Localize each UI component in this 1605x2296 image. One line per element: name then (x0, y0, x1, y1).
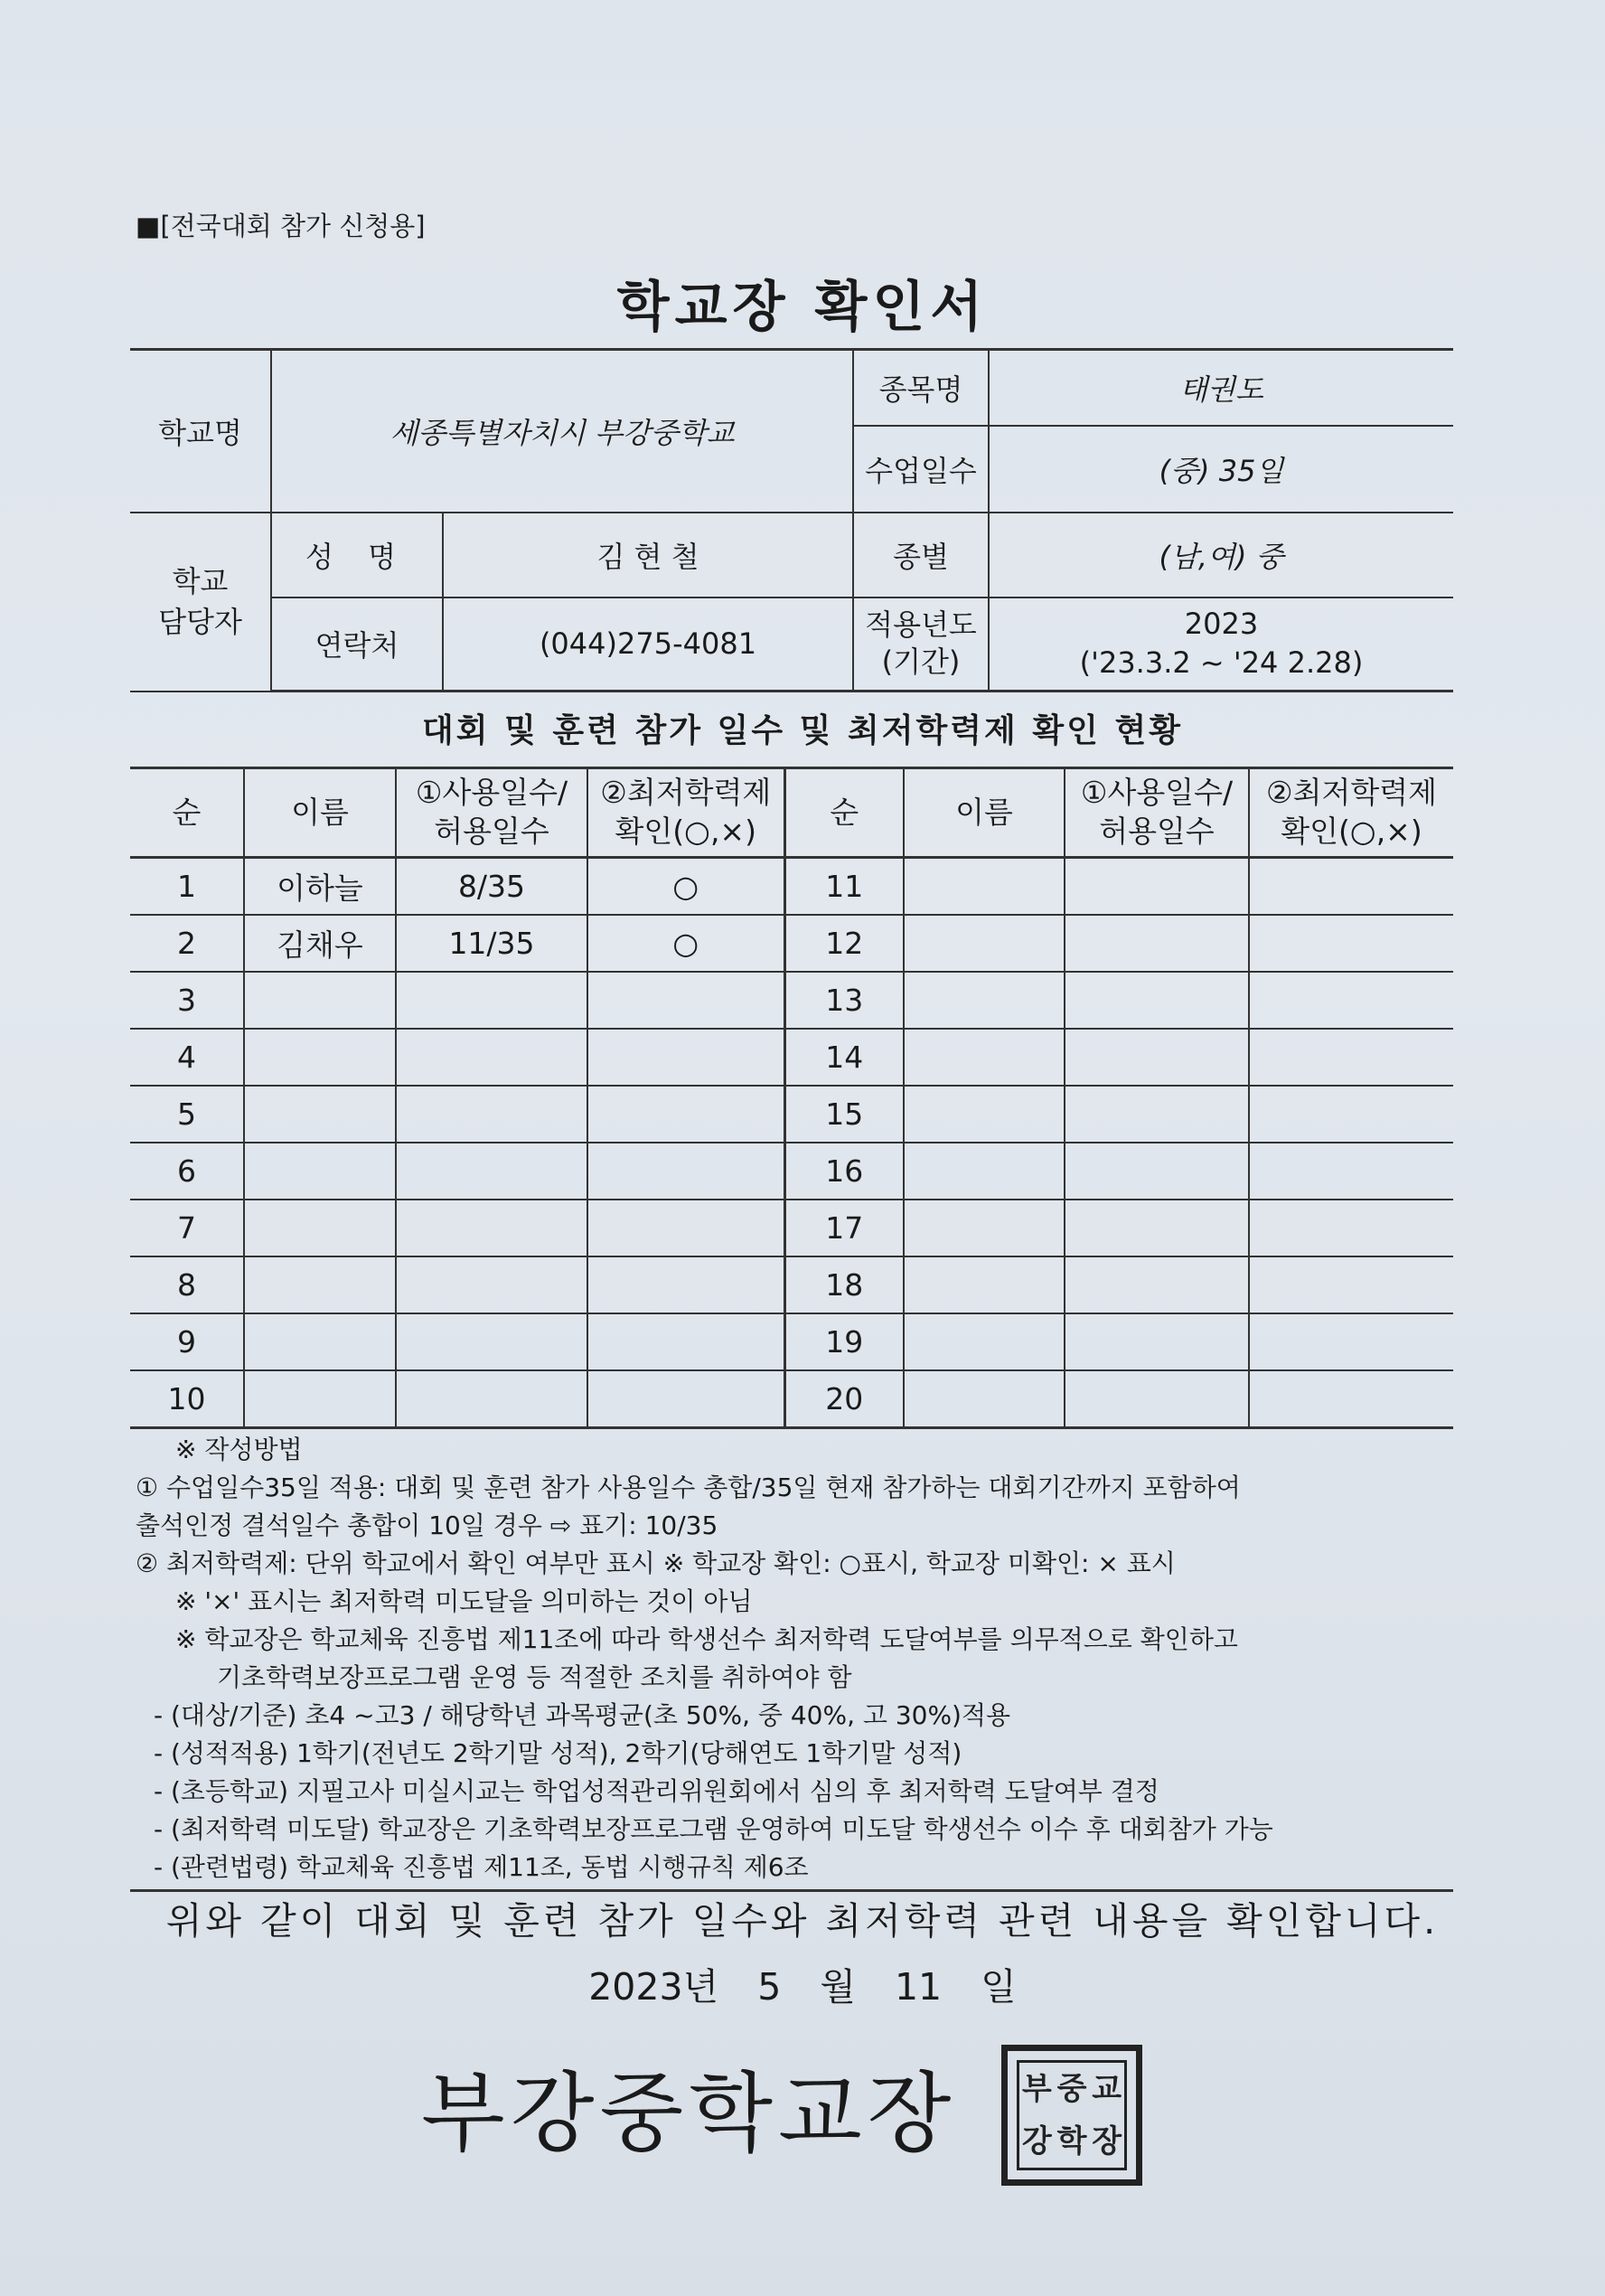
instructions (136, 1431, 1464, 1887)
note-item: ② 최저학력제: 단위 학교에서 확인 여부만 표시 ※ 학교장 확인: ○표시, 학교장 미확인: × 표시 (136, 1548, 1176, 1578)
used-days (1065, 1029, 1249, 1086)
min-academic-check (1249, 1200, 1453, 1256)
header-name: 이름 (904, 768, 1065, 858)
days-value: (중) 35일 (989, 426, 1453, 513)
note-item: ① 수업일수35일 적용: 대회 및 훈련 참가 사용일수 총합/35일 현재 참가하는 대회기간까지 포함하여 (136, 1473, 1241, 1502)
year-value: 2023 (1184, 607, 1259, 642)
year-label: 적용년도 (기간) (853, 598, 989, 692)
school-info-table (130, 348, 1453, 692)
min-academic-check (587, 1143, 784, 1200)
table-row (130, 972, 1453, 1029)
contact-label: 연락처 (271, 598, 443, 692)
table-row (130, 1313, 1453, 1370)
used-days (396, 1086, 587, 1143)
student-name (244, 1370, 396, 1428)
official-seal: 부 중 교 강 학 장 (1001, 2045, 1142, 2186)
used-days: 8/35 (396, 858, 587, 916)
row-number: 13 (784, 972, 904, 1029)
min-academic-check (1249, 1256, 1453, 1313)
table-row (130, 915, 1453, 972)
table-row (130, 1200, 1453, 1256)
min-academic-check (587, 1313, 784, 1370)
min-academic-check (587, 1256, 784, 1313)
days-label: 수업일수 (853, 426, 989, 513)
issue-date: 2023년 5 월 11 일 (588, 1965, 1017, 2009)
header-days: ①사용일수/ 허용일수 (396, 768, 587, 858)
note-item: ※ '×' 표시는 최저학력 미도달을 의미하는 것이 아님 (175, 1586, 753, 1616)
row-number: 17 (784, 1200, 904, 1256)
used-days (396, 1256, 587, 1313)
participation-table (130, 767, 1453, 1429)
used-days (1065, 972, 1249, 1029)
student-name (904, 1256, 1065, 1313)
row-number: 4 (130, 1029, 244, 1086)
note-item: ※ 학교장은 학교체육 진흥법 제11조에 따라 학생선수 최저학력 도달여부를 의무적으로 확인하고 (175, 1624, 1238, 1654)
min-academic-check (587, 972, 784, 1029)
used-days (1065, 1370, 1249, 1428)
student-name: 이하늘 (244, 858, 396, 916)
name-label: 성 명 (271, 513, 443, 598)
table-row (130, 1029, 1453, 1086)
row-number: 3 (130, 972, 244, 1029)
header-check: ②최저학력제 확인(○,×) (1249, 768, 1453, 858)
detail-item: - (최저학력 미도달) 학교장은 기초학력보장프로그램 운영하여 미도달 학생선수 이수 후 대회참가 가능 (154, 1814, 1273, 1844)
detail-item: - (초등학교) 지필고사 미실시교는 학업성적관리위원회에서 심의 후 최저학력 도달여부 결정 (154, 1776, 1159, 1806)
sport-label: 종목명 (853, 350, 989, 426)
school-label: 학교명 (130, 350, 271, 513)
row-number: 1 (130, 858, 244, 916)
header-days: ①사용일수/ 허용일수 (1065, 768, 1249, 858)
row-number: 5 (130, 1086, 244, 1143)
used-days (1065, 1313, 1249, 1370)
note-item: 출석인정 결석일수 총합이 10일 경우 ⇨ 표기: 10/35 (136, 1510, 718, 1540)
student-name (244, 1200, 396, 1256)
student-name (904, 1086, 1065, 1143)
sport-value: 태권도 (989, 350, 1453, 426)
header-name: 이름 (244, 768, 396, 858)
row-number: 16 (784, 1143, 904, 1200)
student-name (244, 1029, 396, 1086)
used-days (1065, 1086, 1249, 1143)
min-academic-check (1249, 1086, 1453, 1143)
school-name: 세종특별자치시 부강중학교 (271, 350, 853, 513)
used-days (396, 1200, 587, 1256)
header-no: 순 (130, 768, 244, 858)
row-number: 20 (784, 1370, 904, 1428)
student-name (904, 1200, 1065, 1256)
student-name (904, 1029, 1065, 1086)
table-row (130, 858, 1453, 916)
row-number: 6 (130, 1143, 244, 1200)
header-no: 순 (784, 768, 904, 858)
row-number: 2 (130, 915, 244, 972)
page-title: 학교장 확인서 (616, 276, 989, 339)
used-days: 11/35 (396, 915, 587, 972)
detail-item: - (관련법령) 학교체육 진흥법 제11조, 동법 시행규칙 제6조 (154, 1852, 809, 1882)
min-academic-check (1249, 972, 1453, 1029)
student-name (904, 1143, 1065, 1200)
min-academic-check (587, 1086, 784, 1143)
name-value: 김 현 철 (443, 513, 853, 598)
used-days (1065, 1256, 1249, 1313)
used-days (396, 1370, 587, 1428)
used-days (1065, 858, 1249, 916)
header-check: ②최저학력제 확인(○,×) (587, 768, 784, 858)
student-name (904, 972, 1065, 1029)
confirmation-text: 위와 같이 대회 및 훈련 참가 일수와 최저학력 관련 내용을 확인합니다. (165, 1899, 1440, 1943)
row-number: 14 (784, 1029, 904, 1086)
min-academic-check (1249, 858, 1453, 916)
type-label: 종별 (853, 513, 989, 598)
used-days (1065, 1143, 1249, 1200)
student-name (244, 1086, 396, 1143)
detail-item: - (대상/기준) 초4 ~고3 / 해당학년 과목평균(초 50%, 중 40%, 고 30%)적용 (154, 1700, 1011, 1730)
note-item: 기초학력보장프로그램 운영 등 적절한 조치를 취하여야 함 (217, 1662, 852, 1692)
row-number: 8 (130, 1256, 244, 1313)
student-name (904, 858, 1065, 916)
min-academic-check (1249, 1029, 1453, 1086)
min-academic-check: ○ (587, 915, 784, 972)
student-name (244, 1256, 396, 1313)
used-days (396, 1313, 587, 1370)
student-name (904, 915, 1065, 972)
used-days (396, 972, 587, 1029)
min-academic-check (587, 1200, 784, 1256)
row-number: 12 (784, 915, 904, 972)
row-number: 9 (130, 1313, 244, 1370)
row-number: 19 (784, 1313, 904, 1370)
table-row (130, 1086, 1453, 1143)
min-academic-check (1249, 915, 1453, 972)
year-cell (989, 598, 1453, 692)
min-academic-check (587, 1370, 784, 1428)
table-subtitle: 대회 및 훈련 참가 일수 및 최저학력제 확인 현황 (421, 712, 1183, 749)
min-academic-check (587, 1029, 784, 1086)
row-number: 7 (130, 1200, 244, 1256)
manager-label: 학교 담당자 (130, 513, 271, 692)
row-number: 11 (784, 858, 904, 916)
table-row (130, 1143, 1453, 1200)
table-row (130, 1256, 1453, 1313)
detail-item: - (성적적용) 1학기(전년도 2학기말 성적), 2학기(당해연도 1학기말 성적) (154, 1738, 962, 1768)
student-name: 김채우 (244, 915, 396, 972)
min-academic-check (1249, 1370, 1453, 1428)
row-number: 15 (784, 1086, 904, 1143)
used-days (1065, 915, 1249, 972)
student-name (244, 1143, 396, 1200)
used-days (1065, 1200, 1249, 1256)
used-days (396, 1143, 587, 1200)
used-days (396, 1029, 587, 1086)
student-name (244, 1313, 396, 1370)
type-value: (남,여) 중 (989, 513, 1453, 598)
principal-name: 부강중학교장 (421, 2063, 957, 2164)
contact-value: (044)275-4081 (443, 598, 853, 692)
form-tag: ■[전국대회 참가 신청용] (136, 211, 426, 241)
period-value: ('23.3.2 ~ '24 2.28) (1079, 645, 1364, 681)
student-name (904, 1313, 1065, 1370)
student-name (904, 1370, 1065, 1428)
min-academic-check: ○ (587, 858, 784, 916)
row-number: 10 (130, 1370, 244, 1428)
row-number: 18 (784, 1256, 904, 1313)
student-name (244, 972, 396, 1029)
min-academic-check (1249, 1143, 1453, 1200)
min-academic-check (1249, 1313, 1453, 1370)
table-row (130, 1370, 1453, 1428)
notes-heading: ※ 작성방법 (175, 1435, 303, 1464)
